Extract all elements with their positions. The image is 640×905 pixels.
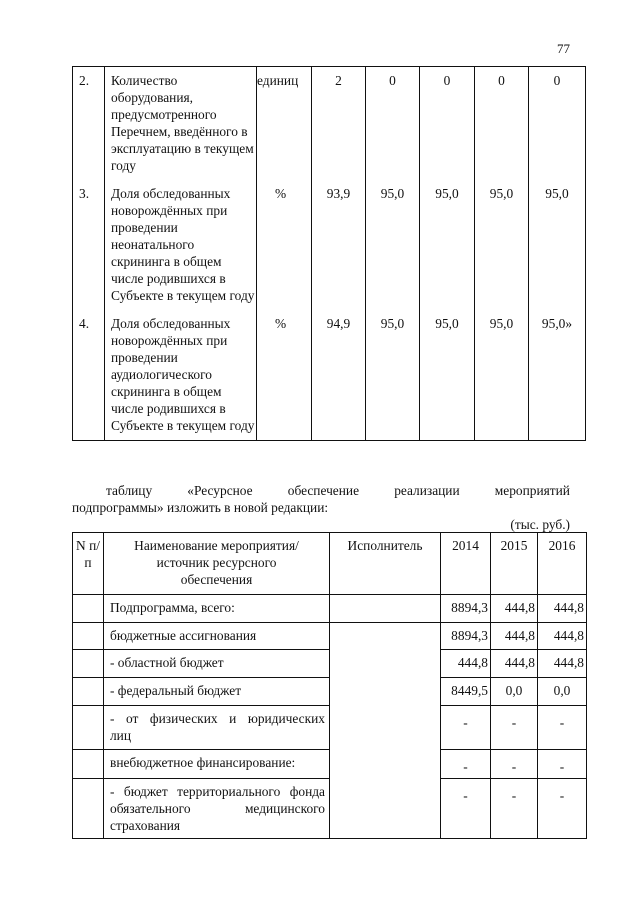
indicator-value: 95,0 xyxy=(366,310,420,441)
row-number xyxy=(73,779,104,839)
row-number xyxy=(73,650,104,678)
value-2015: 444,8 xyxy=(491,623,538,650)
value-2015: 444,8 xyxy=(491,595,538,623)
indicator-unit: % xyxy=(275,186,287,201)
value-2016: - xyxy=(538,779,587,839)
row-number xyxy=(73,678,104,706)
row-number xyxy=(73,623,104,650)
value-2014: 8894,3 xyxy=(441,595,491,623)
indicator-name: Количество оборудования, предусмотренного Перечнем, введённого в эксплуатацию в текущем году xyxy=(105,67,257,181)
header-name: Наименование мероприятия/источник ресурсного обеспечения xyxy=(104,533,330,595)
table-row xyxy=(73,180,586,310)
indicator-name: Доля обследованных новорождённых при проведении аудиологического скрининга в общем числе родившихся в Субъекте в текущем году xyxy=(105,310,257,441)
amendment-text-line2: подпрограммы» изложить в новой редакции: xyxy=(72,500,329,515)
indicator-value: 0 xyxy=(475,67,529,181)
row-name: - областной бюджет xyxy=(104,650,330,678)
value-2014: - xyxy=(441,750,491,779)
amendment-text xyxy=(72,482,570,516)
row-executor xyxy=(330,623,441,839)
value-2015: 0,0 xyxy=(491,678,538,706)
header-2015: 2015 xyxy=(491,533,538,595)
value-2014: - xyxy=(441,779,491,839)
indicator-value: 2 xyxy=(312,67,366,181)
header-executor: Исполнитель xyxy=(330,533,441,595)
resource-table xyxy=(72,532,587,839)
indicator-value: 95,0» xyxy=(529,310,586,441)
indicator-name: Доля обследованных новорождённых при проведении неонатального скрининга в общем числе родившихся в Субъекте в текущем году xyxy=(105,180,257,310)
indicator-value: 0 xyxy=(529,67,586,181)
row-number: 4. xyxy=(73,310,105,441)
indicator-value: 95,0 xyxy=(475,180,529,310)
row-number: 3. xyxy=(73,180,105,310)
value-2015: - xyxy=(491,750,538,779)
table-row xyxy=(73,310,586,441)
row-name: Подпрограмма, всего: xyxy=(104,595,330,623)
indicator-value: 95,0 xyxy=(420,180,475,310)
table-header-row xyxy=(73,533,587,595)
row-number xyxy=(73,750,104,779)
row-number xyxy=(73,595,104,623)
value-2014: 444,8 xyxy=(441,650,491,678)
value-2016: 444,8 xyxy=(538,650,587,678)
units-note: (тыс. руб.) xyxy=(510,517,570,532)
table-row xyxy=(73,623,587,650)
row-name: внебюджетное финансирование: xyxy=(104,750,330,779)
value-2015: - xyxy=(491,706,538,750)
indicator-value: 95,0 xyxy=(366,180,420,310)
indicator-unit: единиц xyxy=(257,67,312,181)
value-2015: - xyxy=(491,779,538,839)
indicator-value: 0 xyxy=(420,67,475,181)
value-2014: - xyxy=(441,706,491,750)
indicator-value: 95,0 xyxy=(420,310,475,441)
value-2014: 8894,3 xyxy=(441,623,491,650)
row-number xyxy=(73,706,104,750)
value-2016: - xyxy=(538,750,587,779)
value-2016: 0,0 xyxy=(538,678,587,706)
indicator-value: 93,9 xyxy=(312,180,366,310)
value-2016: 444,8 xyxy=(538,595,587,623)
value-2016: - xyxy=(538,706,587,750)
row-name: - от физических и юридических лиц xyxy=(104,706,330,750)
value-2016: 444,8 xyxy=(538,623,587,650)
row-number: 2. xyxy=(73,67,105,181)
indicator-value: 94,9 xyxy=(312,310,366,441)
row-name: - бюджет территориального фонда обязательного медицинского страхования xyxy=(104,779,330,839)
header-num: N п/п xyxy=(73,533,104,595)
header-2014: 2014 xyxy=(441,533,491,595)
indicator-unit: % xyxy=(275,316,287,331)
page-number: 77 xyxy=(557,41,570,56)
indicator-value: 0 xyxy=(366,67,420,181)
indicator-value: 95,0 xyxy=(475,310,529,441)
value-2014: 8449,5 xyxy=(441,678,491,706)
amendment-text-line1: таблицу «Ресурсное обеспечение реализации мероприятий xyxy=(106,483,570,498)
indicators-table xyxy=(72,66,586,441)
indicator-value: 95,0 xyxy=(529,180,586,310)
header-2016: 2016 xyxy=(538,533,587,595)
row-name: - федеральный бюджет xyxy=(104,678,330,706)
row-executor xyxy=(330,595,441,623)
table-row xyxy=(73,67,586,181)
row-name: бюджетные ассигнования xyxy=(104,623,330,650)
table-row xyxy=(73,595,587,623)
value-2015: 444,8 xyxy=(491,650,538,678)
